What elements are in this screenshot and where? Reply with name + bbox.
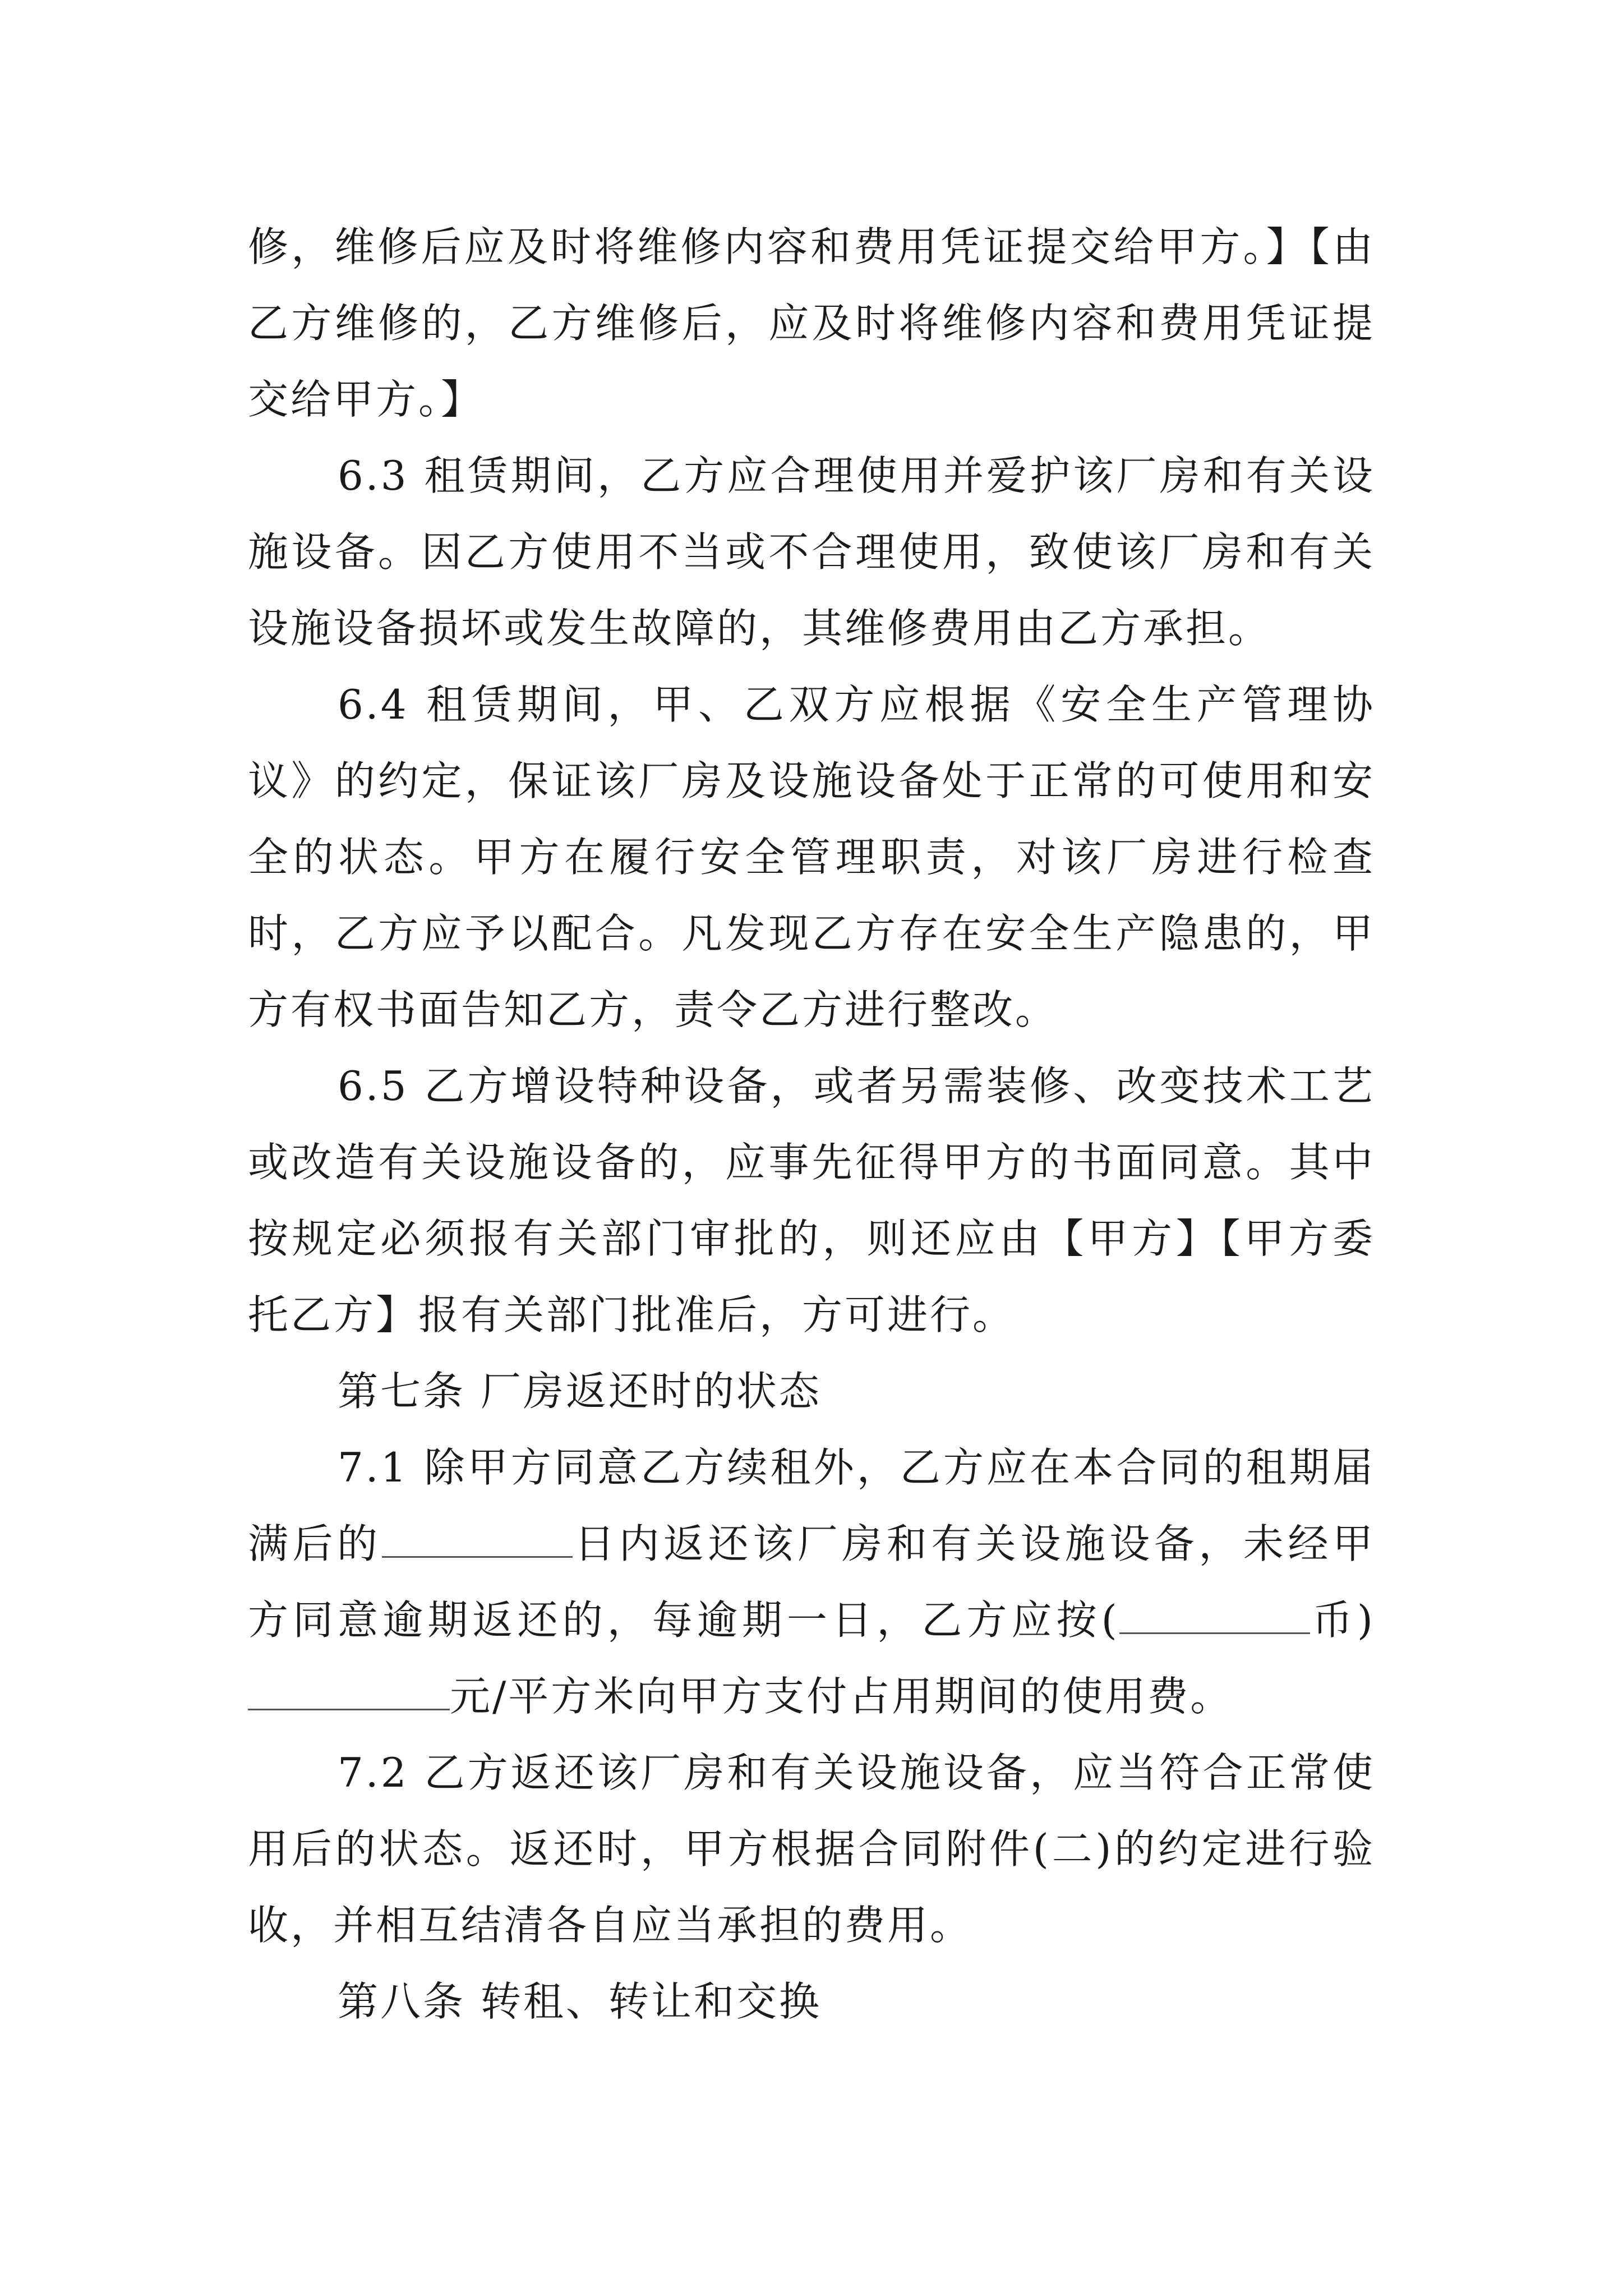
- paragraph-7-1-part-c: 币): [1310, 1596, 1375, 1644]
- amount-blank-field[interactable]: [248, 1659, 450, 1710]
- paragraph-6-4: 6.4 租赁期间，甲、乙双方应根据《安全生产管理协议》的约定，保证该厂房及设施设备处于正常的可使用和安全的状态。甲方在履行安全管理职责，对该厂房进行检查时，乙方应予以配合。凡发现乙方存在安全生产隐患的，甲方有权书面告知乙方，责令乙方进行整改。: [248, 681, 1375, 1033]
- paragraph-6-2-continued: 修，维修后应及时将维修内容和费用凭证提交给甲方。】【由乙方维修的，乙方维修后，应及时将维修内容和费用凭证提交给甲方。】: [248, 223, 1375, 423]
- paragraph-7-1: [248, 1429, 1375, 1734]
- paragraph-6-5: 6.5 乙方增设特种设备，或者另需装修、改变技术工艺或改造有关设施设备的，应事先征得甲方的书面同意。其中按规定必须报有关部门审批的，则还应由【甲方】【甲方委托乙方】报有关部门批准后，方可进行。: [248, 1062, 1375, 1338]
- paragraph-7-1-part-d: 元/平方米向甲方支付占用期间的使用费。: [450, 1673, 1233, 1720]
- paragraph-6-3: 6.3 租赁期间，乙方应合理使用并爱护该厂房和有关设施设备。因乙方使用不当或不合理使用，致使该厂房和有关设施设备损坏或发生故障的，其维修费用由乙方承担。: [248, 452, 1375, 652]
- document-body: [248, 209, 1375, 2040]
- paragraph-7-1-part-b: 日内返还该厂房和有关设施设备，未经甲方同意逾期返还的，每逾期一日，乙方应按(: [248, 1520, 1375, 1644]
- article-8-heading: 第八条 转租、转让和交换: [338, 1978, 822, 2025]
- paragraph-7-1-part-a: 7.1 除甲方同意乙方续租外，乙方应在本合同的租期届满后的: [248, 1444, 1375, 1567]
- article-7-heading: 第七条 厂房返还时的状态: [338, 1368, 822, 1415]
- currency-blank-field[interactable]: [1119, 1583, 1310, 1634]
- paragraph-7-2: 7.2 乙方返还该厂房和有关设施设备，应当符合正常使用后的状态。返还时，甲方根据合同附件(二)的约定进行验收，并相互结清各自应当承担的费用。: [248, 1749, 1375, 1949]
- days-blank-field[interactable]: [382, 1507, 573, 1558]
